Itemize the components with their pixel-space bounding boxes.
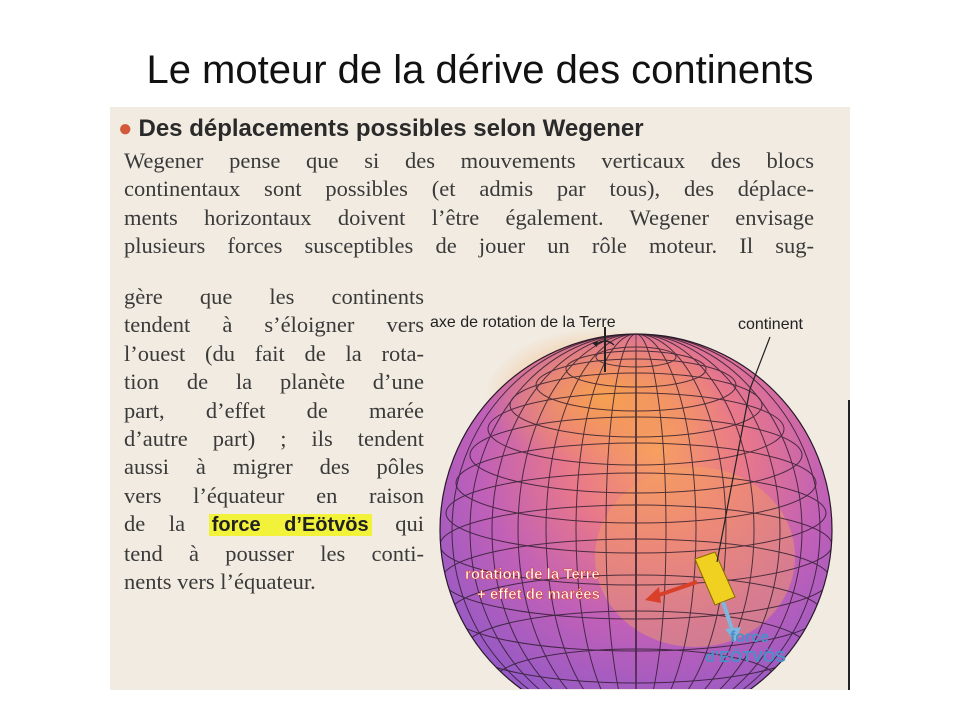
rotation-label: rotation de la Terre [465, 566, 600, 583]
text-line: aussi à migrer des pôles [124, 454, 424, 480]
text-line: ments horizontaux doivent l’être également. Wegener envisage [124, 204, 814, 230]
text-line: gère que les continents [124, 284, 424, 309]
textbook-scan [110, 107, 850, 690]
text-fragment: qui [395, 511, 425, 537]
text-line: l’ouest (du fait de la rota- [124, 340, 424, 366]
text-fragment: de la [124, 511, 186, 537]
text-line: part, d’effet de marée [124, 397, 424, 423]
text-line: plusieurs forces susceptibles de jouer un rôle moteur. Il sug- [124, 233, 814, 259]
text-line: d’autre part) ; ils tendent [124, 426, 424, 452]
earth-diagram [415, 297, 845, 689]
highlighted-term: force d’Eötvös [209, 514, 372, 536]
text-line: continentaux sont possibles (et admis par tous), des déplace- [124, 176, 814, 202]
axis-label: axe de rotation de la Terre [430, 314, 616, 331]
text-line: nents vers l’équateur. [124, 569, 316, 595]
section-heading [118, 115, 644, 143]
paragraph-full-width [124, 147, 814, 261]
bullet-icon: ● [118, 115, 133, 142]
eotvos-label: d’EÖTVÖS [705, 649, 786, 666]
highlight-line [124, 510, 424, 539]
text-line: Wegener pense que si des mouvements verticaux des blocs [124, 148, 814, 173]
force-label: force [730, 629, 770, 646]
continent-label: continent [738, 316, 803, 333]
text-line: tend à pousser les conti- [124, 540, 424, 566]
text-line: tion de la planète d’une [124, 369, 424, 395]
slide-title: Le moteur de la dérive des continents [146, 48, 814, 92]
paragraph-column [124, 283, 424, 596]
tide-label: + effet de marées [477, 586, 600, 603]
scan-border [848, 400, 850, 690]
text-line: tendent à s’éloigner vers [124, 312, 424, 338]
text-line: vers l’équateur en raison [124, 482, 424, 508]
heading-text: Des déplacements possibles selon Wegener [138, 115, 644, 142]
